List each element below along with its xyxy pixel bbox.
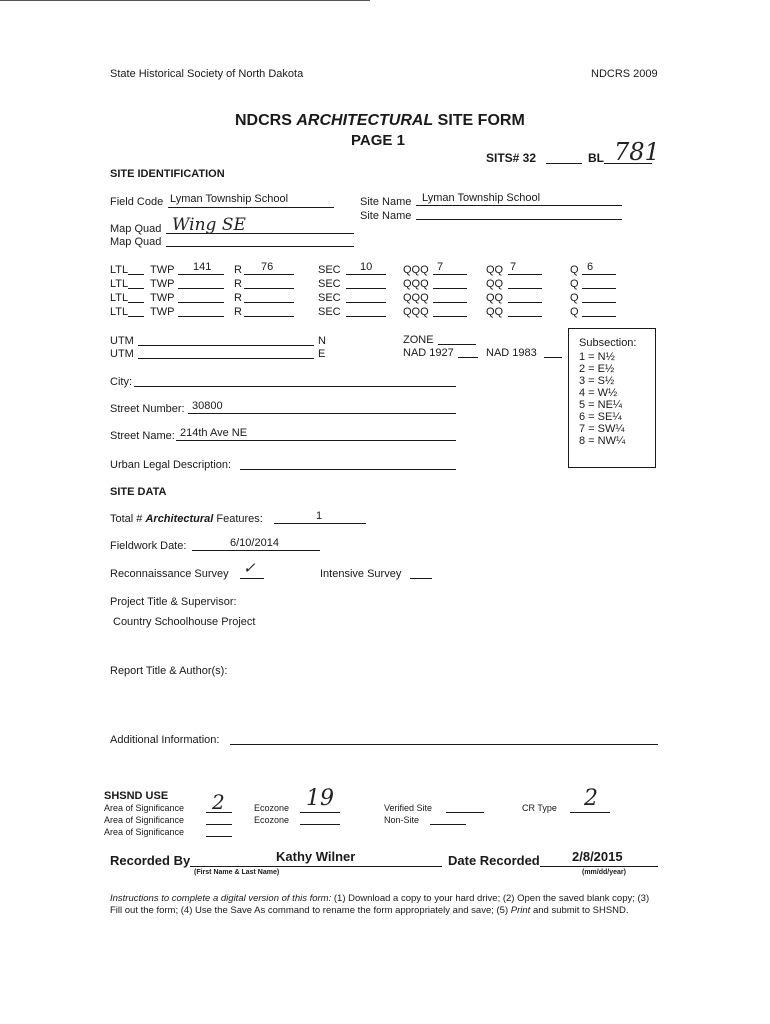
cr-type-line (570, 812, 610, 813)
area-significance-line-3 (206, 836, 232, 837)
report-title-label: Report Title & Author(s): (110, 665, 228, 677)
form-code: NDCRS 2009 (591, 68, 658, 80)
scan-edge-line (0, 0, 370, 1)
q-value[interactable]: 6 (587, 261, 594, 273)
additional-info-line (230, 744, 658, 745)
ltl-line-2 (128, 288, 144, 289)
nad1983-label: NAD 1983 (486, 347, 537, 359)
subsection-item: 4 = W½ (579, 387, 618, 399)
street-number-value[interactable]: 30800 (192, 400, 223, 412)
subsection-box (568, 328, 656, 468)
q-label-4: Q (570, 306, 579, 318)
site-name-line (416, 205, 622, 206)
q-label-2: Q (570, 278, 579, 290)
subsection-title: Subsection: (579, 337, 637, 349)
instructions-italic-start: Instructions to complete a digital version of this form: (110, 893, 332, 904)
twp-value[interactable]: 141 (193, 261, 212, 273)
ltl-label-2: LTL (110, 278, 129, 290)
ltl-line-4 (128, 316, 144, 317)
intensive-survey-line (410, 578, 432, 579)
area-significance-label-3: Area of Significance (104, 827, 185, 837)
ltl-line (128, 274, 144, 275)
project-title-label: Project Title & Supervisor: (110, 596, 237, 608)
sec-line (346, 274, 386, 275)
non-site-label: Non-Site (384, 815, 420, 825)
street-name-value[interactable]: 214th Ave NE (180, 427, 248, 439)
zone-line (438, 344, 476, 345)
qqq-label: QQQ (403, 264, 429, 276)
street-number-line (188, 413, 456, 414)
area-significance-label-2: Area of Significance (104, 815, 185, 825)
q-line-2 (582, 288, 616, 289)
map-quad-label: Map Quad (110, 223, 162, 235)
site-name-2-line (416, 219, 622, 220)
recon-check-icon[interactable]: ✓ (243, 559, 256, 577)
project-title-value[interactable]: Country Schoolhouse Project (113, 616, 256, 628)
utm-north-line (138, 345, 314, 346)
date-recorded-line (540, 866, 658, 867)
map-quad-2-label: Map Quad (110, 236, 162, 248)
r-label-3: R (234, 292, 242, 304)
city-label: City: (110, 376, 132, 388)
qq-line-3 (508, 302, 542, 303)
recorded-by-value[interactable]: Kathy Wilner (276, 849, 356, 864)
title-italic: ARCHITECTURAL (296, 112, 434, 129)
zone-label: ZONE (403, 334, 434, 346)
sits-line (546, 163, 582, 164)
instructions-end: and submit to SHSND. (530, 905, 629, 916)
r-line-4 (244, 316, 294, 317)
instructions-italic-end: Print (510, 905, 531, 916)
twp-line (178, 274, 224, 275)
fieldwork-date-value[interactable]: 6/10/2014 (230, 537, 279, 549)
instructions-text (110, 893, 660, 917)
sec-value[interactable]: 10 (360, 261, 373, 273)
r-label-4: R (234, 306, 242, 318)
ltl-label: LTL (110, 264, 129, 276)
site-name-2-label: Site Name (360, 210, 412, 222)
intensive-survey-label: Intensive Survey (320, 568, 402, 580)
r-label: R (234, 264, 242, 276)
date-recorded-value[interactable]: 2/8/2015 (572, 849, 623, 864)
shsnd-use-heading: SHSND USE (104, 790, 169, 802)
sec-label-2: SEC (318, 278, 341, 290)
subsection-item: 2 = E½ (579, 363, 615, 375)
sec-label-3: SEC (318, 292, 341, 304)
city-line (134, 386, 456, 387)
non-site-line (430, 824, 466, 825)
ltl-label-4: LTL (110, 306, 129, 318)
utm-label: UTM (110, 335, 134, 347)
verified-site-label: Verified Site (384, 803, 433, 813)
utm-e-label: E (318, 348, 326, 360)
date-recorded-caption: (mm/dd/year) (582, 869, 626, 876)
recorded-by-label: Recorded By (110, 853, 191, 868)
ecozone-line-2 (300, 824, 340, 825)
qq-line-2 (508, 288, 542, 289)
ltl-label-3: LTL (110, 292, 129, 304)
cr-type-value[interactable]: 2 (584, 786, 598, 811)
r-value[interactable]: 76 (261, 261, 274, 273)
twp-line-4 (178, 316, 224, 317)
qqq-line-2 (433, 288, 467, 289)
total-features-value[interactable]: 1 (316, 510, 323, 522)
twp-label-2: TWP (150, 278, 175, 290)
q-line (582, 274, 616, 275)
twp-label: TWP (150, 264, 175, 276)
qq-line (508, 274, 542, 275)
qq-value[interactable]: 7 (510, 261, 517, 273)
area-significance-line-2 (206, 824, 232, 825)
r-label-2: R (234, 278, 242, 290)
utm-n-label: N (318, 335, 326, 347)
recon-survey-label: Reconnaissance Survey (110, 568, 229, 580)
qqq-line (433, 274, 467, 275)
instructions-body: (1) Download a copy to your hard drive; (2) Open the saved blank copy; (3) Fill out the form; (4) Use the Save As command to rename the form appropriately and save; (5) (110, 893, 650, 916)
sec-label-4: SEC (318, 306, 341, 318)
title-suffix: SITE FORM (433, 112, 525, 129)
r-line-2 (244, 288, 294, 289)
map-quad-2-line (166, 246, 354, 247)
qqq-line-4 (433, 316, 467, 317)
street-number-label: Street Number: (110, 403, 185, 415)
nad1927-line (458, 357, 478, 358)
twp-label-4: TWP (150, 306, 175, 318)
ecozone-value[interactable]: 19 (306, 786, 334, 811)
additional-info-label: Additional Information: (110, 734, 220, 746)
qqq-line-3 (433, 302, 467, 303)
q-label-3: Q (570, 292, 579, 304)
field-code-value[interactable]: Lyman Township School (170, 193, 289, 205)
form-title (235, 112, 525, 130)
subsection-item: 3 = S½ (579, 375, 615, 387)
recorded-by-caption: (First Name & Last Name) (194, 869, 280, 876)
street-name-line (176, 440, 456, 441)
street-name-label: Street Name: (110, 430, 175, 442)
ecozone-label: Ecozone (254, 803, 290, 813)
twp-line-3 (178, 302, 224, 303)
site-name-label: Site Name (360, 196, 412, 208)
q-line-3 (582, 302, 616, 303)
r-line-3 (244, 302, 294, 303)
map-quad-value[interactable]: Wing SE (172, 215, 246, 235)
sec-line-4 (346, 316, 386, 317)
qqq-label-3: QQQ (403, 292, 429, 304)
area-significance-value[interactable]: 2 (212, 790, 225, 814)
utm-east-line (138, 358, 314, 359)
ecozone-line (300, 812, 340, 813)
fieldwork-date-label: Fieldwork Date: (110, 540, 187, 552)
date-recorded-label: Date Recorded (448, 853, 540, 868)
q-label: Q (570, 264, 579, 276)
q-line-4 (582, 316, 616, 317)
r-line (244, 274, 294, 275)
urban-legal-label: Urban Legal Description: (110, 459, 232, 471)
sits-label: SITS# 32 (486, 151, 537, 165)
subsection-item: 5 = NE¼ (579, 399, 623, 411)
twp-label-3: TWP (150, 292, 175, 304)
area-significance-label: Area of Significance (104, 803, 185, 813)
nad1983-line (544, 357, 562, 358)
ecozone-label-2: Ecozone (254, 815, 290, 825)
nad1927-label: NAD 1927 (403, 347, 454, 359)
qqq-value[interactable]: 7 (437, 261, 444, 273)
total-features-line (274, 523, 366, 524)
site-data-heading: SITE DATA (110, 486, 167, 498)
urban-legal-line (240, 469, 456, 470)
total-label-prefix: Total # (110, 513, 146, 525)
field-code-label: Field Code (110, 196, 164, 208)
title-prefix: NDCRS (235, 112, 297, 129)
total-label-suffix: Features: (213, 513, 263, 525)
qq-label-4: QQ (486, 306, 504, 318)
sec-label: SEC (318, 264, 341, 276)
utm-label-2: UTM (110, 348, 134, 360)
qqq-label-4: QQQ (403, 306, 429, 318)
field-code-line (168, 207, 334, 208)
sec-line-3 (346, 302, 386, 303)
total-features-label (110, 513, 263, 525)
sec-line-2 (346, 288, 386, 289)
site-name-value[interactable]: Lyman Township School (422, 192, 541, 204)
subsection-item: 1 = N½ (579, 351, 615, 363)
recon-survey-line (240, 578, 264, 579)
qq-label-2: QQ (486, 278, 504, 290)
bl-value[interactable]: 781 (614, 138, 660, 166)
qq-label: QQ (486, 264, 504, 276)
org-name: State Historical Society of North Dakota (110, 68, 304, 80)
ltl-line-3 (128, 302, 144, 303)
recorded-by-line (190, 866, 442, 867)
qqq-label-2: QQQ (403, 278, 429, 290)
subsection-item: 8 = NW¼ (579, 435, 626, 447)
bl-label: BL (588, 151, 604, 165)
verified-site-line (446, 812, 484, 813)
site-identification-heading: SITE IDENTIFICATION (110, 168, 225, 180)
subsection-item: 6 = SE¼ (579, 411, 622, 423)
total-label-italic: Architectural (145, 513, 214, 525)
fieldwork-date-line (192, 550, 320, 551)
twp-line-2 (178, 288, 224, 289)
subsection-item: 7 = SW¼ (579, 423, 625, 435)
qq-label-3: QQ (486, 292, 504, 304)
page-number: PAGE 1 (351, 132, 405, 149)
qq-line-4 (508, 316, 542, 317)
cr-type-label: CR Type (522, 803, 557, 813)
